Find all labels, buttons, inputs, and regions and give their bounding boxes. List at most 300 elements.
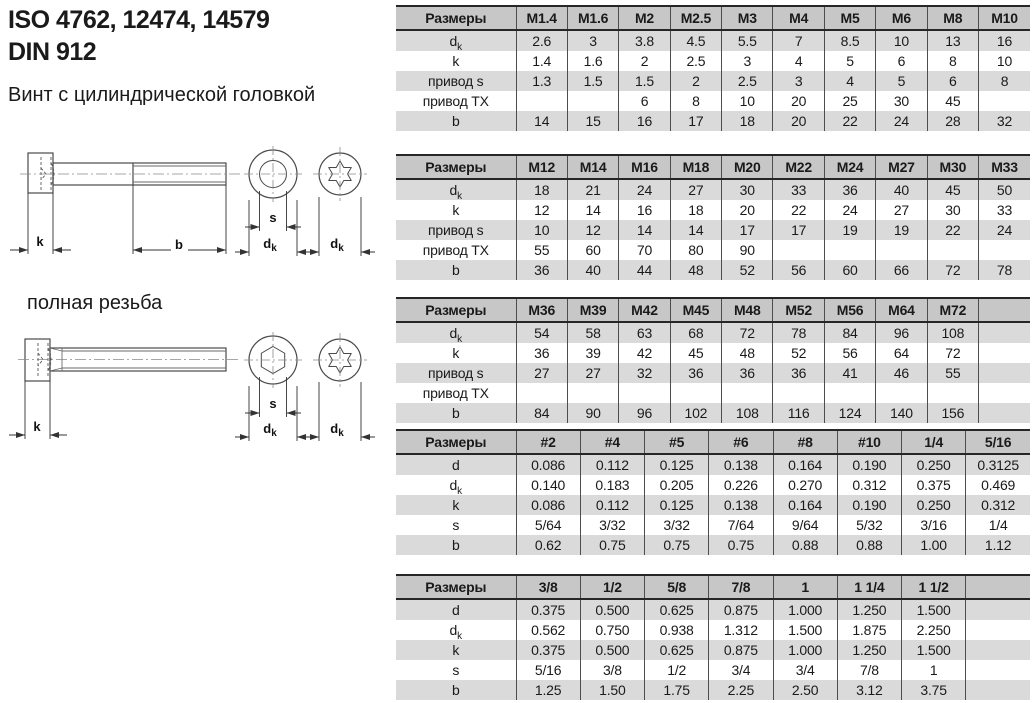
table-row [396,383,1030,403]
value-cell: 45 [927,179,978,200]
col-header: M30 [927,155,978,179]
value-cell: 72 [927,260,978,280]
value-cell: 7 [773,30,824,51]
table-row [396,91,1030,111]
value-cell: 19 [876,220,927,240]
value-cell [966,620,1030,640]
value-cell: 140 [876,403,927,423]
value-cell: 20 [773,111,824,131]
row-label-text: b [451,682,460,698]
table-row [396,660,1030,680]
value-cell: 55 [516,240,567,260]
value-cell: 3/32 [645,515,709,535]
value-cell: 0.226 [709,475,773,495]
col-header: M4 [773,6,824,30]
full-thread-label: полная резьба [27,292,163,314]
value-cell: 0.375 [516,640,580,660]
value-cell: 0.750 [580,620,644,640]
value-cell: 18 [670,200,721,220]
table-row [396,363,1030,383]
value-cell: 8.5 [824,30,875,51]
dim-dk-label-torx [330,421,344,439]
row-label [396,640,516,660]
value-cell: 80 [670,240,721,260]
table-corner-label: Размеры [396,155,516,179]
table-row [396,680,1030,700]
value-cell: 56 [824,343,875,363]
value-cell: 33 [979,200,1030,220]
table-row [396,220,1030,240]
value-cell: 8 [927,51,978,71]
row-label-text: k [452,345,460,361]
value-cell: 1.000 [773,599,837,620]
value-cell: 16 [619,200,670,220]
spec-table-inch-number-sizes [396,429,1030,555]
row-label [396,495,516,515]
row-label-text: b [451,113,460,129]
row-label [396,620,516,640]
value-cell: 16 [619,111,670,131]
value-cell: 0.875 [709,640,773,660]
value-cell: 1.000 [773,640,837,660]
value-cell: 2 [670,71,721,91]
col-header: #10 [837,430,901,454]
value-cell: 22 [773,200,824,220]
col-header: M36 [516,298,567,322]
value-cell: 1.875 [837,620,901,640]
value-cell: 1.250 [837,599,901,620]
value-cell: 45 [670,343,721,363]
col-header: M6 [876,6,927,30]
row-label [396,680,516,700]
value-cell [876,383,927,403]
value-cell: 18 [516,179,567,200]
value-cell: 90 [567,403,618,423]
value-cell: 1.50 [580,680,644,700]
value-cell: 20 [773,91,824,111]
col-header: 5/8 [645,575,709,599]
value-cell: 10 [876,30,927,51]
dim-s-label: s [269,210,277,225]
spec-table-metric-m1-4-to-m10 [396,5,1030,131]
value-cell: 8 [670,91,721,111]
value-cell [979,91,1030,111]
value-cell: 1.312 [709,620,773,640]
table-corner-label: Размеры [396,298,516,322]
row-label-text: b [451,262,460,278]
screw-side-view [25,339,226,381]
value-cell: 124 [824,403,875,423]
value-cell: 21 [567,179,618,200]
value-cell: 116 [773,403,824,423]
value-cell: 2.5 [670,51,721,71]
value-cell [927,383,978,403]
value-cell: 0.75 [645,535,709,555]
value-cell: 3 [773,71,824,91]
row-label-text: k [452,497,460,513]
col-header: M2 [619,6,670,30]
table-row [396,515,1030,535]
value-cell: 0.140 [516,475,580,495]
value-cell: 0.75 [709,535,773,555]
col-header: 1/4 [902,430,966,454]
col-header: 7/8 [709,575,773,599]
value-cell: 0.375 [902,475,966,495]
value-cell: 9/64 [773,515,837,535]
row-label [396,515,516,535]
row-label [396,322,516,343]
row-label-text: b [451,405,460,421]
value-cell: 90 [722,240,773,260]
value-cell: 0.3125 [966,454,1030,475]
value-cell: 63 [619,322,670,343]
value-cell: 3.8 [619,30,670,51]
value-cell: 0.164 [773,454,837,475]
value-cell: 1.5 [567,71,618,91]
value-cell: 14 [567,200,618,220]
value-cell [979,343,1030,363]
row-label [396,260,516,280]
value-cell: 64 [876,343,927,363]
col-header: M5 [824,6,875,30]
value-cell: 0.500 [580,599,644,620]
col-header: M45 [670,298,721,322]
row-label-text: k [452,53,460,69]
row-label-text: d [449,325,458,341]
value-cell: 54 [516,322,567,343]
value-cell: 30 [927,200,978,220]
dim-dk-sub: k [338,428,344,439]
col-header: 3/8 [516,575,580,599]
value-cell: 27 [670,179,721,200]
value-cell: 6 [619,91,670,111]
col-header [979,298,1030,322]
value-cell: 108 [722,403,773,423]
row-label [396,363,516,383]
full-thread-screw-drawing [8,323,390,445]
col-header: M2.5 [670,6,721,30]
value-cell: 0.88 [837,535,901,555]
value-cell: 25 [824,91,875,111]
value-cell: 4.5 [670,30,721,51]
dim-dk-base: d [263,236,272,251]
value-cell: 36 [670,363,721,383]
value-cell: 4 [824,71,875,91]
value-cell: 45 [927,91,978,111]
row-label-text: привод s [428,222,484,238]
value-cell: 3/4 [709,660,773,680]
col-header: #2 [516,430,580,454]
col-header: 1 [773,575,837,599]
col-header: M16 [619,155,670,179]
spec-table-inch-fraction-sizes [396,574,1030,700]
row-label [396,200,516,220]
dim-b-label: b [175,237,183,252]
col-header: M56 [824,298,875,322]
row-label [396,343,516,363]
screw-side-view [28,153,226,193]
value-cell: 1.500 [902,599,966,620]
row-label-subscript: k [457,333,462,343]
value-cell: 13 [927,30,978,51]
value-cell [773,240,824,260]
row-label-text: b [451,537,460,553]
table-row [396,200,1030,220]
col-header: M42 [619,298,670,322]
value-cell: 14 [619,220,670,240]
value-cell: 50 [979,179,1030,200]
value-cell: 72 [927,343,978,363]
value-cell: 156 [927,403,978,423]
value-cell: 30 [876,91,927,111]
value-cell: 96 [619,403,670,423]
row-label-text: привод s [428,365,484,381]
value-cell: 27 [876,200,927,220]
value-cell: 0.312 [966,495,1030,515]
value-cell [516,91,567,111]
table-row [396,322,1030,343]
value-cell: 27 [516,363,567,383]
col-header: M27 [876,155,927,179]
value-cell: 108 [927,322,978,343]
col-header: M52 [773,298,824,322]
value-cell: 42 [619,343,670,363]
col-header: #5 [645,430,709,454]
value-cell: 12 [516,200,567,220]
col-header: 1/2 [580,575,644,599]
value-cell: 0.086 [516,495,580,515]
value-cell: 14 [670,220,721,240]
value-cell [567,383,618,403]
value-cell: 39 [567,343,618,363]
value-cell: 40 [567,260,618,280]
dim-dk-label-torx [330,236,344,254]
torx-end-view [305,147,375,256]
value-cell: 102 [670,403,721,423]
value-cell: 2.50 [773,680,837,700]
row-label [396,599,516,620]
col-header: M48 [722,298,773,322]
table-corner-label: Размеры [396,6,516,30]
value-cell: 19 [824,220,875,240]
row-label-text: d [449,182,458,198]
value-cell [979,240,1030,260]
value-cell: 0.190 [837,495,901,515]
value-cell: 5 [876,71,927,91]
value-cell: 0.469 [966,475,1030,495]
value-cell: 0.205 [645,475,709,495]
value-cell: 60 [567,240,618,260]
page-title [8,4,269,68]
value-cell: 24 [979,220,1030,240]
value-cell: 3.12 [837,680,901,700]
value-cell: 5/16 [516,660,580,680]
col-header: 5/16 [966,430,1030,454]
dim-k-label: k [33,419,41,434]
col-header: M22 [773,155,824,179]
row-label-text: d [449,622,458,638]
spec-table-1 [396,5,1030,131]
row-label-text: d [451,457,460,473]
value-cell: 96 [876,322,927,343]
table-row [396,640,1030,660]
col-header: M64 [876,298,927,322]
row-label-text: d [449,477,458,493]
value-cell: 1.4 [516,51,567,71]
row-label [396,454,516,475]
value-cell: 0.270 [773,475,837,495]
subtitle: Винт с цилиндрической головкой [8,84,316,106]
table-row [396,599,1030,620]
value-cell: 60 [824,260,875,280]
col-header: M3 [722,6,773,30]
hex-socket-end-view [235,332,311,441]
value-cell [979,403,1030,423]
col-header: M18 [670,155,721,179]
table-row [396,240,1030,260]
value-cell: 16 [979,30,1030,51]
value-cell: 0.938 [645,620,709,640]
row-label [396,220,516,240]
value-cell: 32 [619,363,670,383]
value-cell: 36 [773,363,824,383]
row-label-subscript: k [457,630,462,640]
value-cell: 36 [516,260,567,280]
value-cell: 48 [722,343,773,363]
row-label-text: d [449,33,458,49]
row-label [396,535,516,555]
table-row [396,30,1030,51]
spec-table-3 [396,297,1030,423]
row-label [396,111,516,131]
row-label-text: d [451,602,460,618]
dim-dk-sub: k [271,428,277,439]
row-label-text: привод TX [422,242,489,258]
row-label [396,51,516,71]
dim-dk-base: d [263,421,272,436]
value-cell: 3 [567,30,618,51]
value-cell: 0.88 [773,535,837,555]
table-row [396,475,1030,495]
value-cell: 46 [876,363,927,383]
value-cell: 1/2 [645,660,709,680]
dim-dk-label [263,421,277,439]
row-label-subscript: k [457,485,462,495]
row-label [396,660,516,680]
value-cell: 0.375 [516,599,580,620]
dim-dk-label [263,236,277,254]
value-cell: 1.6 [567,51,618,71]
col-header: 1 1/4 [837,575,901,599]
value-cell [619,383,670,403]
dim-k-label: k [36,234,44,249]
dim-dk-sub: k [271,243,277,254]
row-label-subscript: k [457,41,462,51]
value-cell: 0.250 [902,454,966,475]
value-cell: 1.12 [966,535,1030,555]
value-cell: 2 [619,51,670,71]
value-cell: 7/8 [837,660,901,680]
value-cell: 20 [722,200,773,220]
value-cell: 1.500 [773,620,837,640]
value-cell: 0.125 [645,454,709,475]
table-row [396,620,1030,640]
value-cell: 0.086 [516,454,580,475]
value-cell: 24 [824,200,875,220]
value-cell: 0.62 [516,535,580,555]
table-corner-label: Размеры [396,575,516,599]
col-header [966,575,1030,599]
value-cell: 1.250 [837,640,901,660]
col-header: M12 [516,155,567,179]
table-row [396,51,1030,71]
row-label-text: s [452,517,460,533]
value-cell: 0.112 [580,495,644,515]
value-cell: 1.75 [645,680,709,700]
value-cell: 22 [927,220,978,240]
value-cell: 84 [824,322,875,343]
value-cell: 84 [516,403,567,423]
value-cell: 3/4 [773,660,837,680]
col-header: M1.6 [567,6,618,30]
value-cell: 3.75 [902,680,966,700]
value-cell: 78 [773,322,824,343]
value-cell [516,383,567,403]
value-cell: 17 [722,220,773,240]
value-cell [966,680,1030,700]
value-cell: 6 [927,71,978,91]
value-cell: 1/4 [966,515,1030,535]
value-cell: 5.5 [722,30,773,51]
value-cell: 3 [722,51,773,71]
value-cell: 70 [619,240,670,260]
value-cell: 0.138 [709,495,773,515]
col-header: M1.4 [516,6,567,30]
row-label-text: s [452,662,460,678]
col-header: M10 [979,6,1030,30]
value-cell: 2.25 [709,680,773,700]
value-cell: 41 [824,363,875,383]
row-label [396,71,516,91]
row-label [396,240,516,260]
value-cell: 3/8 [580,660,644,680]
row-label-subscript: k [457,190,462,200]
value-cell: 17 [670,111,721,131]
value-cell [722,383,773,403]
value-cell: 3/32 [580,515,644,535]
table-row [396,260,1030,280]
col-header: M33 [979,155,1030,179]
value-cell: 5/64 [516,515,580,535]
col-header: #4 [580,430,644,454]
value-cell: 17 [773,220,824,240]
value-cell [979,383,1030,403]
value-cell: 56 [773,260,824,280]
row-label-text: привод s [428,73,484,89]
col-header: M24 [824,155,875,179]
value-cell: 0.164 [773,495,837,515]
row-label-text: привод TX [422,93,489,109]
value-cell: 1.25 [516,680,580,700]
value-cell: 2.6 [516,30,567,51]
value-cell: 36 [824,179,875,200]
torx-end-view [305,333,375,441]
table-row [396,343,1030,363]
value-cell: 1.00 [902,535,966,555]
row-label-text: k [452,202,460,218]
value-cell: 0.625 [645,640,709,660]
row-label [396,383,516,403]
